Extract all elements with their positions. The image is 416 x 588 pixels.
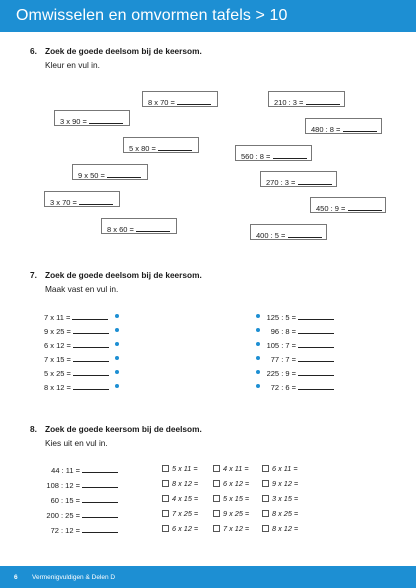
connect-dot[interactable] (115, 342, 119, 346)
answer-line[interactable] (136, 223, 170, 232)
card-div[interactable]: 210 : 3 = (268, 91, 345, 107)
choice-checkbox[interactable] (213, 510, 220, 517)
answer-line[interactable] (89, 115, 123, 124)
choice-label: 5 x 11 = (172, 464, 198, 473)
division-item: 72 : 12 = (38, 524, 118, 534)
card-mult[interactable]: 9 x 50 = (72, 164, 148, 180)
connect-dot[interactable] (256, 328, 260, 332)
choice-checkbox[interactable] (213, 495, 220, 502)
answer-line[interactable] (82, 479, 118, 488)
answer-line[interactable] (73, 339, 109, 348)
connect-dot[interactable] (115, 370, 119, 374)
choice-label: 3 x 15 = (272, 494, 299, 503)
exercise-number: 7. (30, 270, 37, 280)
left-item: 8 x 12 = (44, 381, 109, 391)
left-item: 9 x 25 = (44, 325, 109, 335)
exercise-7-instruction: Maak vast en vul in. (45, 284, 119, 294)
book-title: Vermenigvuldigen & Delen D (32, 574, 116, 581)
page-footer (0, 566, 416, 588)
division-item: 108 : 12 = (38, 479, 118, 489)
card-div[interactable]: 270 : 3 = (260, 171, 337, 187)
card-div[interactable]: 480 : 8 = (305, 118, 382, 134)
connect-dot[interactable] (256, 342, 260, 346)
connect-dot[interactable] (115, 314, 119, 318)
page-number: 6 (14, 574, 18, 581)
card-div[interactable]: 400 : 5 = (250, 224, 327, 240)
answer-line[interactable] (298, 325, 334, 334)
answer-line[interactable] (73, 381, 109, 390)
division-item: 60 : 15 = (38, 494, 118, 504)
left-item: 7 x 15 = (44, 353, 109, 363)
card-mult[interactable]: 3 x 90 = (54, 110, 130, 126)
answer-line[interactable] (298, 353, 334, 362)
left-item: 7 x 11 = (44, 311, 108, 321)
connect-dot[interactable] (256, 314, 260, 318)
answer-line[interactable] (73, 367, 109, 376)
answer-line[interactable] (73, 353, 109, 362)
exercise-6-heading (30, 46, 202, 56)
division-item: 200 : 25 = (38, 509, 118, 519)
answer-line[interactable] (177, 96, 211, 105)
answer-line[interactable] (82, 509, 118, 518)
connect-dot[interactable] (256, 384, 260, 388)
answer-line[interactable] (298, 176, 332, 185)
answer-line[interactable] (348, 202, 382, 211)
choice-checkbox[interactable] (213, 465, 220, 472)
page-title: Omwisselen en omvormen tafels > 10 (16, 7, 288, 24)
answer-line[interactable] (288, 229, 322, 238)
answer-line[interactable] (79, 196, 113, 205)
answer-line[interactable] (343, 123, 377, 132)
card-mult[interactable]: 3 x 70 = (44, 191, 120, 207)
right-item: 77 : 7 = (262, 353, 334, 363)
choice-checkbox[interactable] (162, 465, 169, 472)
exercise-title: Zoek de goede keersom bij de deelsom. (45, 424, 202, 434)
right-item: 225 : 9 = (262, 367, 334, 377)
card-div[interactable]: 450 : 9 = (310, 197, 386, 213)
choice-checkbox[interactable] (162, 495, 169, 502)
choice-label: 6 x 12 = (223, 479, 250, 488)
choice-checkbox[interactable] (162, 480, 169, 487)
card-div[interactable]: 560 : 8 = (235, 145, 312, 161)
choice-checkbox[interactable] (262, 525, 269, 532)
choice-label: 8 x 12 = (172, 479, 199, 488)
connect-dot[interactable] (256, 356, 260, 360)
exercise-title: Zoek de goede deelsom bij de keersom. (45, 46, 202, 56)
answer-line[interactable] (273, 150, 307, 159)
answer-line[interactable] (82, 494, 118, 503)
answer-line[interactable] (298, 367, 334, 376)
answer-line[interactable] (158, 142, 192, 151)
right-item: 96 : 8 = (262, 325, 334, 335)
choice-label: 8 x 12 = (272, 524, 299, 533)
exercise-8-heading (30, 424, 202, 434)
choice-label: 8 x 25 = (272, 509, 299, 518)
choice-checkbox[interactable] (213, 480, 220, 487)
choice-label: 4 x 11 = (223, 464, 249, 473)
answer-line[interactable] (82, 524, 118, 533)
choice-label: 6 x 12 = (172, 524, 199, 533)
choice-label: 4 x 15 = (172, 494, 199, 503)
left-item: 6 x 12 = (44, 339, 109, 349)
left-item: 5 x 25 = (44, 367, 109, 377)
answer-line[interactable] (107, 169, 141, 178)
page-header (0, 0, 416, 32)
choice-checkbox[interactable] (162, 510, 169, 517)
choice-checkbox[interactable] (262, 480, 269, 487)
connect-dot[interactable] (115, 384, 119, 388)
answer-line[interactable] (298, 311, 334, 320)
connect-dot[interactable] (256, 370, 260, 374)
division-item: 44 : 11 = (38, 464, 118, 474)
choice-label: 9 x 25 = (223, 509, 250, 518)
choice-checkbox[interactable] (262, 495, 269, 502)
choice-checkbox[interactable] (213, 525, 220, 532)
right-item: 125 : 5 = (262, 311, 334, 321)
exercise-7-heading (30, 270, 202, 280)
exercise-8-instruction: Kies uit en vul in. (45, 438, 108, 448)
choice-label: 7 x 25 = (172, 509, 199, 518)
choice-checkbox[interactable] (262, 510, 269, 517)
choice-label: 9 x 12 = (272, 479, 299, 488)
right-item: 105 : 7 = (262, 339, 334, 349)
exercise-number: 8. (30, 424, 37, 434)
card-mult[interactable]: 8 x 70 = (142, 91, 218, 107)
answer-line[interactable] (82, 464, 118, 473)
choice-label: 6 x 11 = (272, 464, 298, 473)
choice-label: 5 x 15 = (223, 494, 250, 503)
exercise-6-instruction: Kleur en vul in. (45, 60, 100, 70)
answer-line[interactable] (73, 325, 109, 334)
right-item: 72 : 6 = (262, 381, 334, 391)
card-mult[interactable]: 5 x 80 = (123, 137, 199, 153)
exercise-number: 6. (30, 46, 37, 56)
connect-dot[interactable] (115, 356, 119, 360)
choice-checkbox[interactable] (262, 465, 269, 472)
answer-line[interactable] (298, 381, 334, 390)
choice-checkbox[interactable] (162, 525, 169, 532)
card-mult[interactable]: 8 x 60 = (101, 218, 177, 234)
answer-line[interactable] (72, 311, 108, 320)
exercise-title: Zoek de goede deelsom bij de keersom. (45, 270, 202, 280)
answer-line[interactable] (298, 339, 334, 348)
connect-dot[interactable] (115, 328, 119, 332)
answer-line[interactable] (306, 96, 340, 105)
choice-label: 7 x 12 = (223, 524, 250, 533)
